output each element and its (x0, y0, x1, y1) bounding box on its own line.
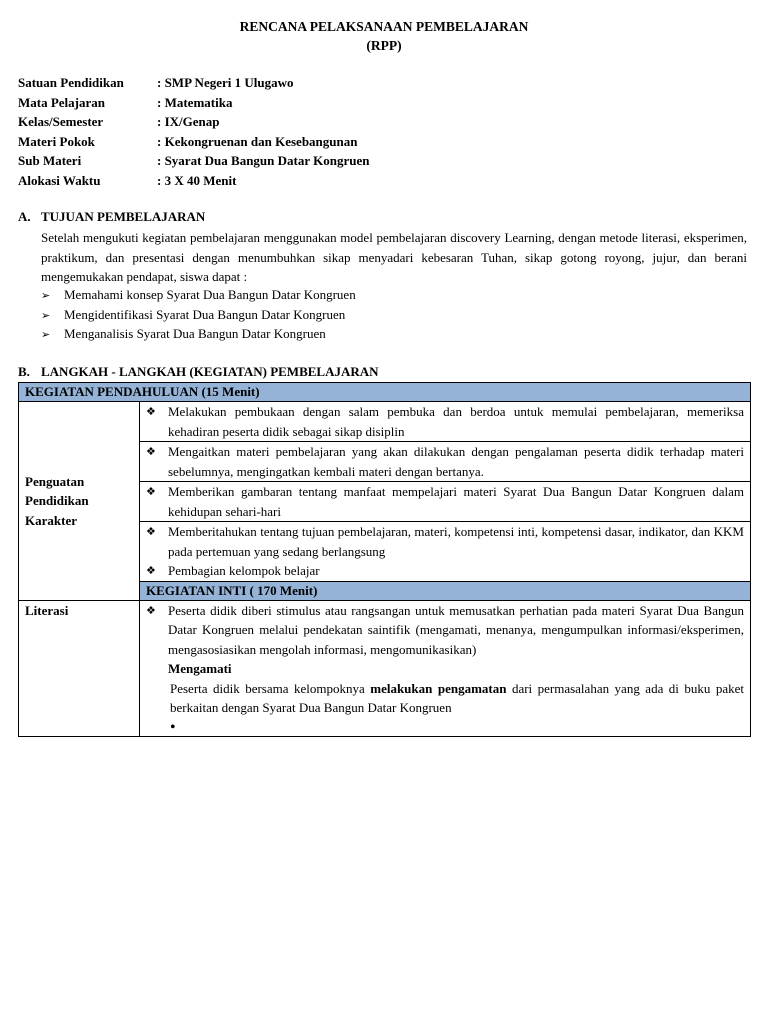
observation-paragraph (146, 679, 744, 718)
activity-cell (140, 482, 751, 522)
list-item (41, 305, 747, 325)
arrow-bullet-icon: ➢ (41, 308, 51, 322)
activity-item (146, 561, 744, 581)
objectives-list (41, 285, 747, 344)
observation-emphasis: melakukan pengamatan (370, 680, 507, 696)
table-row (19, 600, 751, 736)
diamond-bullet-icon: ❖ (146, 525, 156, 538)
band-inti: KEGIATAN INTI ( 170 Menit) (140, 581, 751, 600)
activity-cell (140, 600, 751, 736)
diamond-bullet-icon: ❖ (146, 564, 156, 577)
activity-item (146, 601, 744, 660)
row-label-literasi: Literasi (19, 600, 140, 736)
arrow-bullet-icon: ➢ (41, 328, 51, 341)
section-title: TUJUAN PEMBELAJARAN (41, 209, 206, 224)
info-key: Satuan Pendidikan (18, 75, 124, 90)
activity-text: Pembagian kelompok belajar (168, 563, 320, 578)
activity-text: Memberitahukan tentang tujuan pembelajaran, materi, kompetensi inti, kompetensi dasar, indikator, dan KKM pada pertemuan yang sedang berlangsung (168, 524, 744, 559)
info-row-satuan (18, 73, 369, 93)
info-row-kelas (18, 112, 369, 132)
activity-text: Melakukan pembukaan dengan salam pembuka dan berdoa untuk memulai pembelajaran, memeriksa kehadiran peserta didik sebagai sikap disiplin (168, 404, 744, 439)
activity-text: Memberikan gambaran tentang manfaat mempelajari materi Syarat Dua Bangun Datar Kongruen dalam kehidupan sehari-hari (168, 484, 744, 519)
info-value: : SMP Negeri 1 Ulugawo (157, 75, 294, 90)
activity-cell (140, 442, 751, 482)
info-key: Sub Materi (18, 153, 82, 168)
info-value: : Matematika (157, 94, 233, 110)
section-letter: B. (18, 364, 30, 379)
arrow-bullet-icon: ➢ (41, 289, 51, 302)
info-row-materi (18, 132, 369, 152)
activity-text: Peserta didik diberi stimulus atau rangsangan untuk memusatkan perhatian pada materi Syarat Dua Bangun Datar Kongruen melalui pendekatan saintifik (mengamati, menanya, mengumpulkan informasi/eksperimen, mengasosiasikan mengolah informasi, mengomunikasikan) (168, 602, 744, 657)
info-key: Materi Pokok (18, 133, 95, 149)
table-row (19, 383, 751, 402)
list-item-text: Menganalisis Syarat Dua Bangun Datar Kongruen (64, 326, 326, 341)
band-pendahuluan: KEGIATAN PENDAHULUAN (15 Menit) (19, 383, 751, 402)
diamond-bullet-icon: ❖ (146, 405, 156, 418)
subheading-mengamati: Mengamati (168, 661, 232, 676)
objectives-paragraph: Setelah mengukuti kegiatan pembelajaran menggunakan model pembelajaran discovery Learning, dengan metode literasi, eksperimen, praktikum, dan presentasi dengan menumbuhkan sikap menyadari kebesaran Tuhan, sikap gotong royong, jujur, dan berani mengemukakan pendapat, siswa dapat : (41, 230, 747, 284)
list-item (41, 324, 747, 344)
observation-text: Peserta didik bersama kelompoknya (170, 680, 371, 696)
info-row-alokasi (18, 171, 369, 191)
diamond-bullet-icon: ❖ (146, 445, 156, 458)
info-row-mapel (18, 93, 369, 113)
info-key: Kelas/Semester (18, 114, 104, 129)
activity-cell (140, 402, 751, 442)
diamond-bullet-icon: ❖ (146, 603, 156, 617)
observation-text: dari permasalahan yang ada di buku paket berkaitan dengan Syarat Dua Bangun Datar Kongruen (170, 680, 745, 715)
document-subtitle: (RPP) (366, 38, 402, 53)
bullet-dot-icon: • (170, 718, 176, 736)
info-value: : Kekongruenan dan Kesebangunan (157, 133, 358, 149)
identity-block (18, 73, 369, 190)
list-item-text: Mengidentifikasi Syarat Dua Bangun Datar Kongruen (64, 306, 346, 322)
section-b-heading (18, 362, 379, 382)
activity-item (146, 522, 744, 561)
document-title: RENCANA PELAKSANAAN PEMBELAJARAN (239, 19, 529, 34)
activities-table (18, 382, 751, 737)
section-title: LANGKAH - LANGKAH (KEGIATAN) PEMBELAJARAN (41, 364, 379, 379)
activity-item (146, 442, 744, 481)
activity-item (146, 482, 744, 521)
info-key: Mata Pelajaran (18, 94, 106, 110)
info-value: : IX/Genap (157, 114, 220, 129)
info-key: Alokasi Waktu (18, 172, 101, 188)
section-letter: A. (18, 209, 31, 224)
activity-text: Mengaitkan materi pembelajaran yang akan dilakukan dengan pengalaman peserta didik terhadap materi sebelumnya, mengingatkan kembali materi dengan bertanya. (168, 444, 744, 479)
activity-cell (140, 522, 751, 582)
row-label-karakter: Penguatan Pendidikan Karakter (19, 402, 140, 601)
info-value: : Syarat Dua Bangun Datar Kongruen (157, 153, 370, 168)
list-item-text: Memahami konsep Syarat Dua Bangun Datar Kongruen (64, 287, 356, 302)
info-value: : 3 X 40 Menit (157, 172, 237, 188)
info-row-submateri (18, 151, 369, 171)
table-row (19, 402, 751, 442)
section-a-heading (18, 207, 205, 227)
activity-item (146, 402, 744, 441)
list-item (41, 285, 747, 305)
diamond-bullet-icon: ❖ (146, 485, 156, 498)
